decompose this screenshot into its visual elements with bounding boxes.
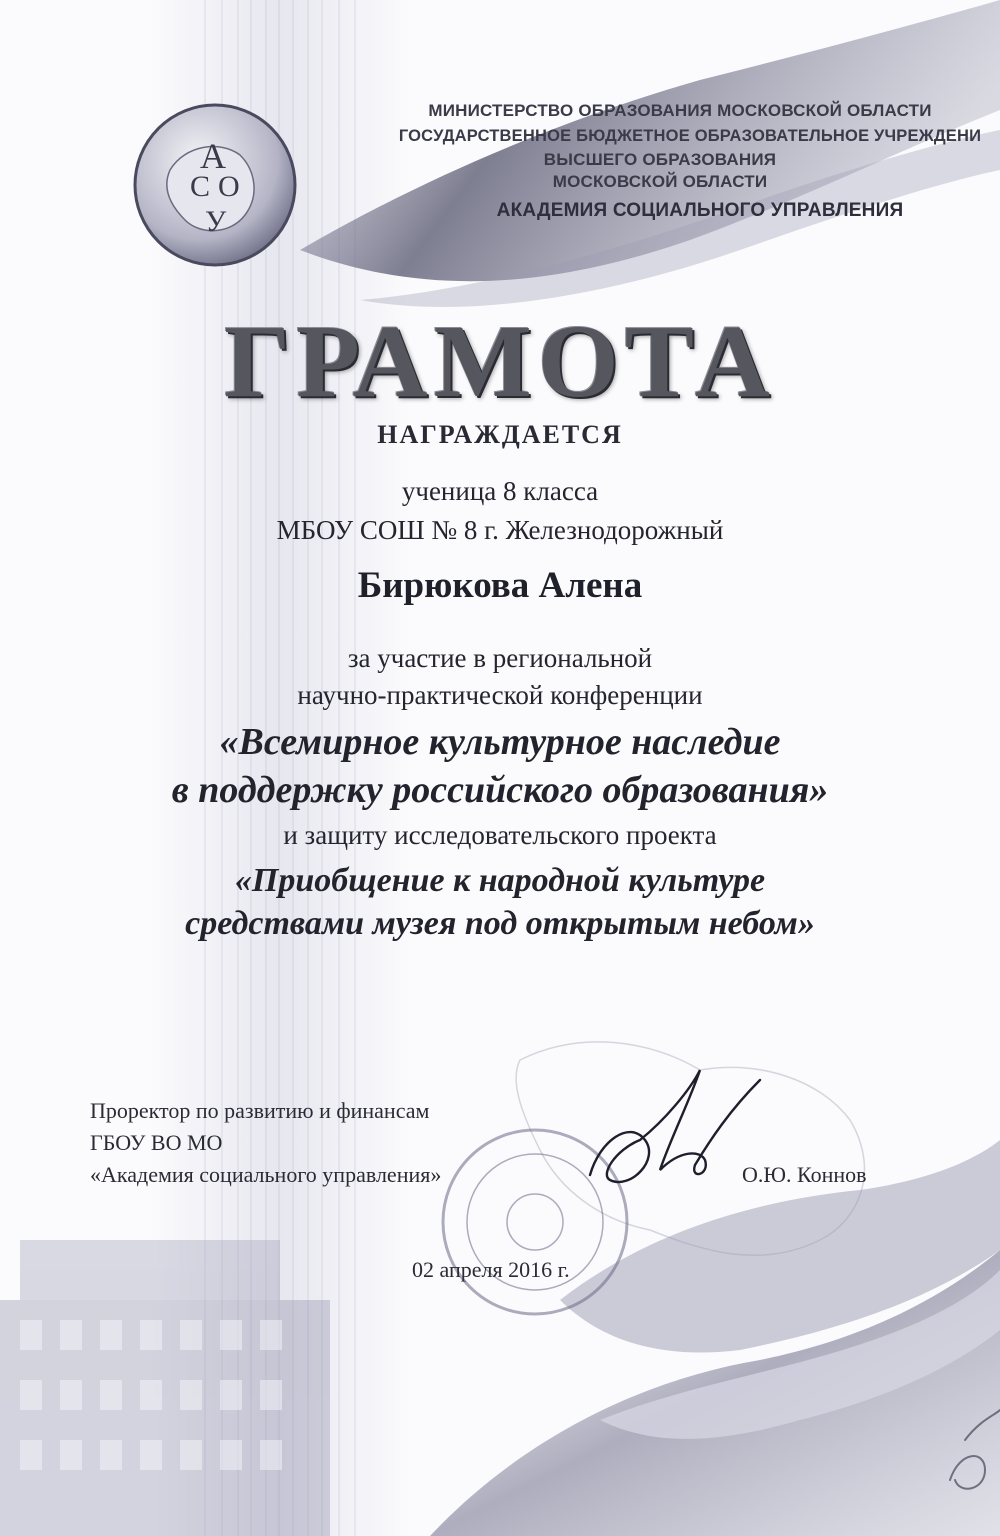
header-academy: АКАДЕМИЯ СОЦИАЛЬНОГО УПРАВЛЕНИЯ xyxy=(496,200,904,221)
signatory-position: Проректор по развитию и финансам xyxy=(90,1098,430,1123)
signature xyxy=(590,1070,760,1182)
reason-line-3: и защиту исследовательского проекта xyxy=(283,820,717,850)
awarded-label: НАГРАЖДАЕТСЯ xyxy=(377,420,623,449)
conference-title-line-2: в поддержку российского образования» xyxy=(171,769,829,811)
signatory-org-name: «Академия социального управления» xyxy=(90,1162,442,1187)
logo-letter-u: У xyxy=(205,205,227,238)
recipient-school: МБОУ СОШ № 8 г. Железнодорожный xyxy=(276,515,724,545)
conference-title-line-1: «Всемирное культурное наследие xyxy=(219,721,781,763)
reason-line-1: за участие в региональной xyxy=(347,643,653,673)
reason-line-2: научно-практической конференции xyxy=(297,680,703,710)
signatory-org-short: ГБОУ ВО МО xyxy=(90,1130,223,1155)
academy-emblem-icon xyxy=(130,100,300,270)
header-moscow-region: МОСКОВСКОЙ ОБЛАСТИ xyxy=(552,172,768,191)
issue-date: 02 апреля 2016 г. xyxy=(412,1257,570,1282)
official-stamp xyxy=(443,1130,627,1314)
signatory-name: О.Ю. Коннов xyxy=(742,1162,867,1187)
header-ministry: МИНИСТЕРСТВО ОБРАЗОВАНИЯ МОСКОВСКОЙ ОБЛАСТИ xyxy=(428,101,932,120)
project-title-line-1: «Приобщение к народной культуре xyxy=(234,862,766,899)
academy-logo xyxy=(130,100,300,270)
project-title-line-2: средствами музея под открытым небом» xyxy=(185,905,815,942)
logo-letter-s: С xyxy=(190,170,211,203)
logo-letter-o: О xyxy=(218,170,240,203)
header-institution: ГОСУДАРСТВЕННОЕ БЮДЖЕТНОЕ ОБРАЗОВАТЕЛЬНОЕ УЧРЕЖДЕНИ xyxy=(398,127,982,145)
logo-letter-a: А xyxy=(200,136,226,176)
recipient-role: ученица 8 класса xyxy=(401,476,599,506)
certificate-title: ГРАМОТА xyxy=(224,304,776,419)
header-higher-education: ВЫСШЕГО ОБРАЗОВАНИЯ xyxy=(543,150,777,169)
recipient-name: Бирюкова Алена xyxy=(357,565,643,606)
